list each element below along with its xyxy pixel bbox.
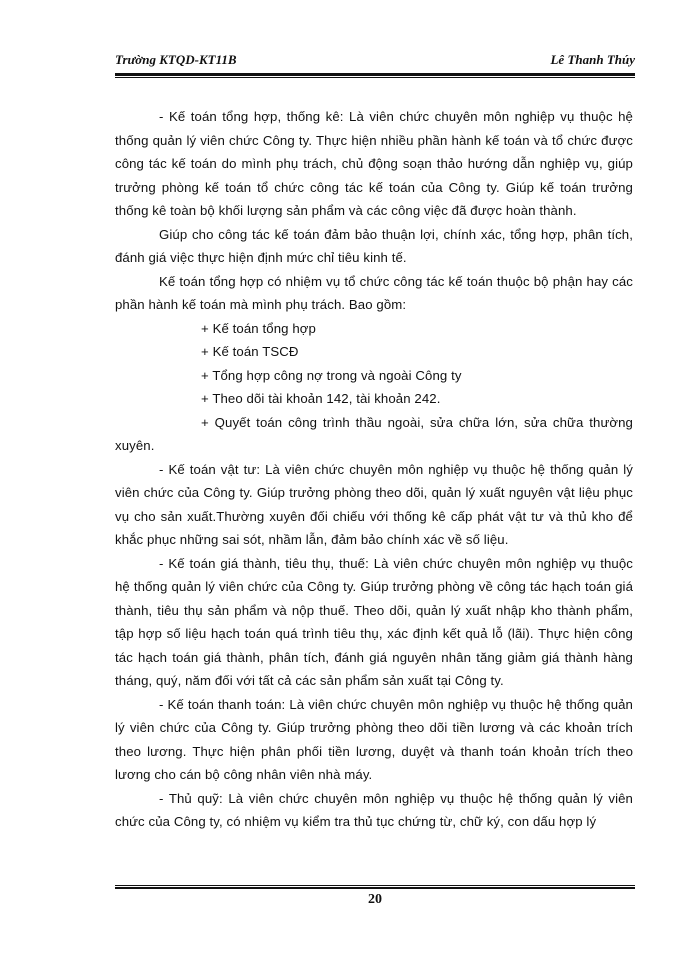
paragraph-payment: - Kế toán thanh toán: Là viên chức chuyên môn nghiệp vụ thuộc hệ thống quản lý viên chức của Công ty. Giúp trưởng phòng theo dõi tiền lương và các khoản trích theo lương. Thực hiện phân phối tiền lương, duyệt và thanh toán khoản trích theo lương cho cán bộ công nhân viên nhà máy.: [115, 696, 633, 782]
list-item: + Theo dõi tài khoản 142, tài khoản 242.: [201, 391, 441, 406]
header-author: Lê Thanh Thúy: [550, 52, 635, 67]
footer-rule-thick: [115, 887, 635, 889]
paragraph-materials: - Kế toán vật tư: Là viên chức chuyên môn nghiệp vụ thuộc hệ thống quản lý viên chức của Công ty. Giúp trưởng phòng theo dõi, quản lý xuất nguyên vật liệu phục vụ cho sản xuất.Thường xuyên đối chiếu với thống kê cấp phát vật tư và thủ kho để khắc phục những sai sót, nhầm lẫn, đảm bảo chính xác về số liệu.: [115, 461, 633, 547]
body-text: [115, 105, 633, 834]
page-number: 20: [368, 892, 382, 907]
list-item: + Kế toán TSCĐ: [201, 344, 299, 359]
list-item-wrap: + Quyết toán công trình thầu ngoài, sửa chữa lớn, sửa chữa thường xuyên.: [115, 414, 633, 453]
paragraph-treasurer: - Thủ quỹ: Là viên chức chuyên môn nghiệp vụ thuộc hệ thống quản lý viên chức của Công ty, có nhiệm vụ kiểm tra thủ tục chứng từ, chữ ký, con dấu hợp lý: [115, 790, 633, 829]
header-school: Trường KTQD-KT11B: [115, 52, 237, 67]
paragraph-costing: - Kế toán giá thành, tiêu thụ, thuế: Là viên chức chuyên môn nghiệp vụ thuộc hệ thống quản lý viên chức của Công ty. Giúp trưởng phòng về công tác hạch toán giá thành, tiêu thụ sản phẩm và nộp thuế. Theo dõi, quản lý xuất nhập kho thành phẩm, tập hợp số liệu hạch toán quá trình tiêu thụ, xác định kết quả lỗ (lãi). Thực hiện công tác hạch toán giá thành, phân tích, đánh giá nguyên nhân tăng giảm giá thành hàng tháng, quý, năm đối với tất cả các sản phẩm sản xuất tại Công ty.: [115, 555, 633, 688]
header-rule: [115, 73, 635, 76]
page-header: [115, 52, 635, 70]
paragraph-duties: Kế toán tổng hợp có nhiệm vụ tổ chức công tác kế toán thuộc bộ phận hay các phần hành kế toán mà mình phụ trách. Bao gồm:: [115, 273, 633, 312]
header-rule-thin: [115, 77, 635, 78]
footer-rule: [115, 885, 635, 886]
list-item: + Kế toán tổng hợp: [201, 320, 316, 336]
paragraph-accounting-general: - Kế toán tổng hợp, thống kê: Là viên chức chuyên môn nghiệp vụ thuộc hệ thống quản lý viên chức Công ty. Thực hiện nhiều phần hành kế toán và tổ chức được công tác kế toán do mình phụ trách, chủ động soạn thảo hướng dẫn nghiệp vụ, giúp trưởng phòng kế toán tổ chức công tác kế toán của Công ty. Giúp kế toán trưởng thống kê toàn bộ khối lượng sản phẩm và các công việc đã được hoàn thành.: [115, 109, 633, 218]
paragraph-support: Giúp cho công tác kế toán đảm bảo thuận lợi, chính xác, tổng hợp, phân tích, đánh giá việc thực hiện định mức chỉ tiêu kinh tế.: [115, 226, 633, 265]
list-item: + Tổng hợp công nợ trong và ngoài Công ty: [201, 367, 462, 383]
